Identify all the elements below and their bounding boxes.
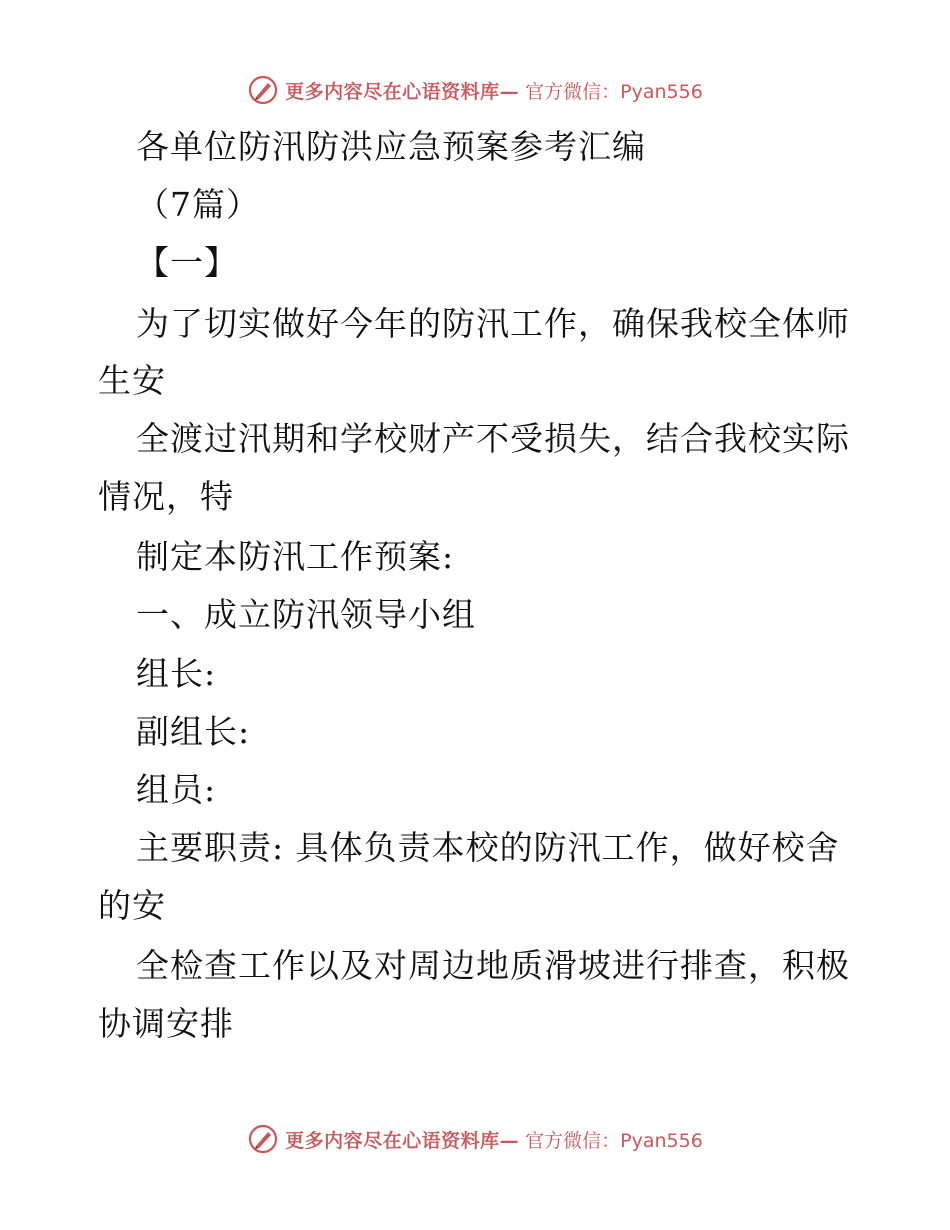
paragraph-line: 组员: (136, 770, 217, 809)
paragraph-line: 的安 (98, 886, 166, 925)
paragraph-line: 全渡过汛期和学校财产不受损失，结合我校实际 (136, 419, 850, 458)
paragraph-line: 为了切实做好今年的防汛工作，确保我校全体师 (136, 304, 850, 343)
paragraph-line: 全检查工作以及对周边地质滑坡进行排查，积极 (136, 946, 850, 985)
document-title: 各单位防汛防洪应急预案参考汇编 (136, 127, 646, 166)
watermark-wechat: 官方微信：Pyan556 (525, 1129, 703, 1152)
paragraph-line: 协调安排 (98, 1004, 234, 1043)
watermark-text: 更多内容尽在心语资料库— (285, 80, 520, 103)
watermark-text: 更多内容尽在心语资料库— (285, 1129, 520, 1152)
header-watermark (0, 70, 950, 110)
section-heading: 【一】 (136, 243, 238, 282)
paragraph-line: 情况，特 (98, 477, 234, 516)
paragraph-line: 制定本防汛工作预案: (136, 537, 455, 576)
document-subtitle: （7篇） (136, 185, 260, 224)
footer-watermark (0, 1119, 950, 1159)
paragraph-line: 主要职责: 具体负责本校的防汛工作，做好校舍 (136, 828, 840, 867)
paragraph-line: 组长: (136, 654, 217, 693)
paragraph-line: 一、成立防汛领导小组 (136, 595, 476, 634)
paragraph-line: 副组长: (136, 712, 251, 751)
pen-logo-icon (247, 74, 279, 106)
watermark-wechat: 官方微信：Pyan556 (525, 80, 703, 103)
pen-logo-icon (247, 1123, 279, 1155)
paragraph-line: 生安 (98, 361, 166, 400)
